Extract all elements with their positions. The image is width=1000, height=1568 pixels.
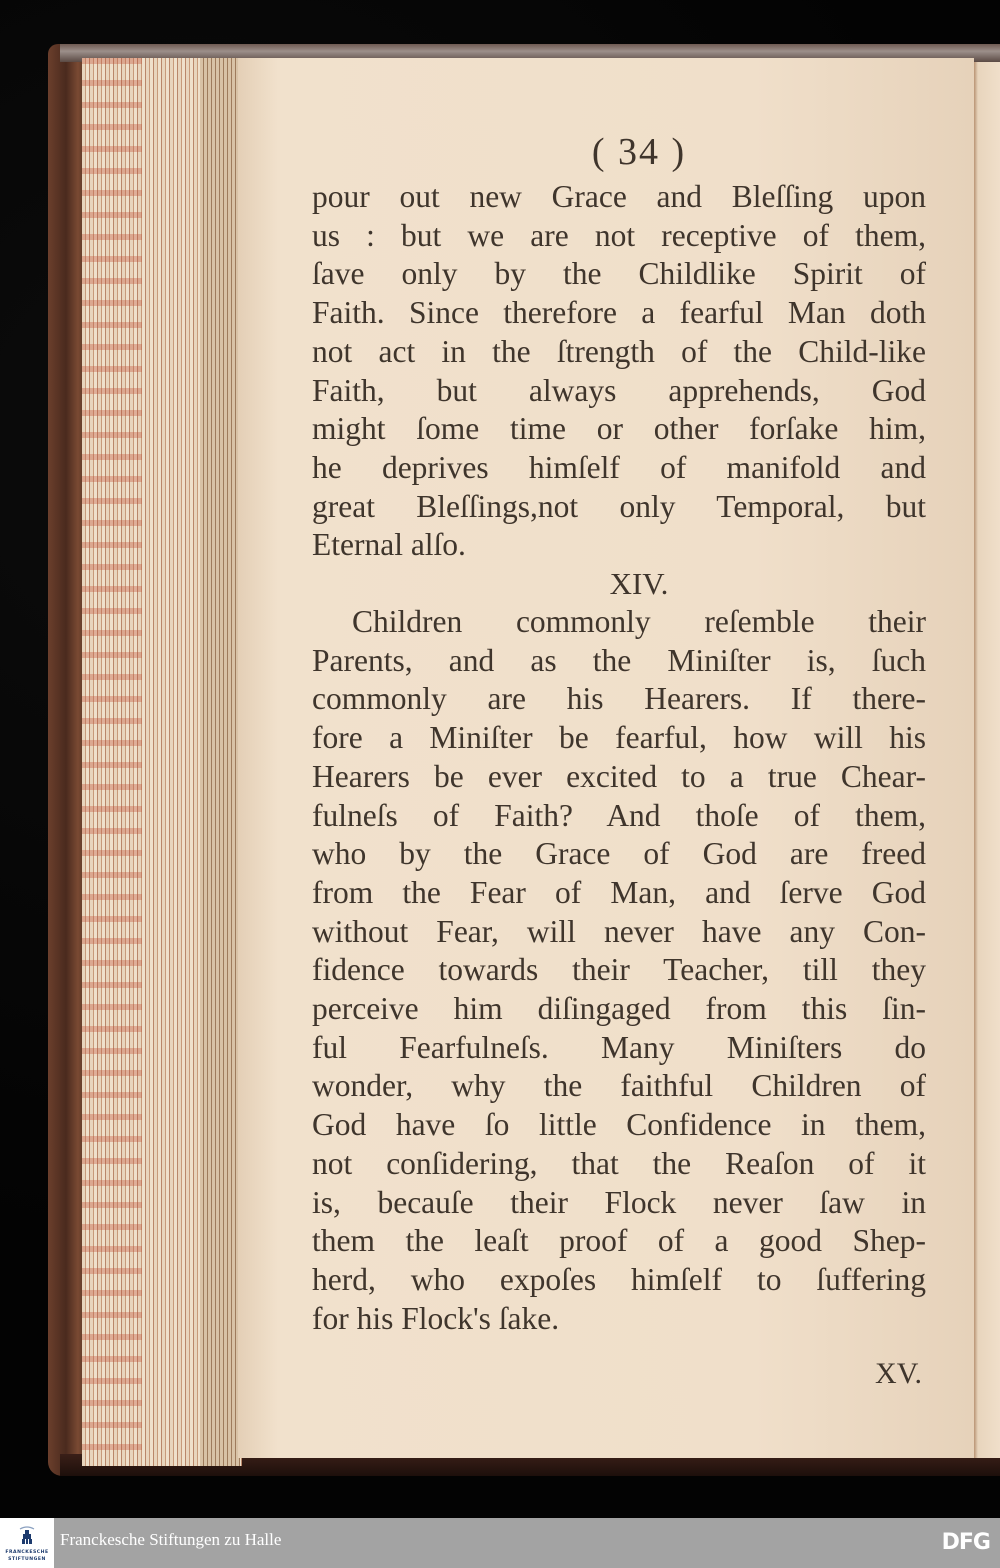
- text-line: commonly are his Hearers. If there-: [312, 681, 926, 717]
- red-edge-staining: [82, 58, 142, 1458]
- text-line: fulneſs of Faith? And thoſe of them,: [312, 797, 926, 833]
- text-line: herd, who expoſes himſelf to ſuffering: [312, 1261, 926, 1297]
- text-line: Faith, but always apprehends, God: [312, 372, 926, 408]
- text-line: Children commonly reſemble their: [352, 604, 926, 640]
- text-line: fore a Miniſter be fearful, how will his: [312, 720, 926, 756]
- facing-page-edge: [974, 62, 1000, 1458]
- text-line: Parents, and as the Miniſter is, ſuch: [312, 642, 926, 678]
- text-line: he deprives himſelf of manifold and: [312, 449, 926, 485]
- text-line: not conſidering, that the Reaſon of it: [312, 1145, 926, 1181]
- text-line: us : but we are not receptive of them,: [312, 217, 926, 253]
- text-line: wonder, why the faithful Children of: [312, 1068, 926, 1104]
- text-line: pour out new Grace and Bleſſing upon: [312, 179, 926, 214]
- text-line: not act in the ſtrength of the Child-like: [312, 333, 926, 369]
- paragraph-section-xiv: [312, 603, 926, 1338]
- section-heading: XIV.: [609, 566, 669, 602]
- text-line: Faith. Since therefore a fearful Man doth: [312, 295, 926, 331]
- text-line: Eternal alſo.: [312, 527, 466, 563]
- viewer-footer: [0, 1518, 1000, 1568]
- paragraph-continued: [312, 178, 926, 565]
- text-line: from the Fear of Man, and ſerve God: [312, 874, 926, 910]
- text-line: perceive him diſingaged from this ſin-: [312, 991, 926, 1027]
- logo-text-line1: FRANCKESCHE: [5, 1550, 49, 1555]
- text-line: Hearers be ever excited to a true Chear-: [312, 758, 926, 794]
- text-line: God have ſo little Confidence in them,: [312, 1107, 926, 1143]
- text-line: for his Flock's ſake.: [312, 1300, 560, 1336]
- page-text: [312, 130, 926, 1394]
- institution-name[interactable]: Franckesche Stiftungen zu Halle: [60, 1530, 282, 1549]
- text-line: them the leaſt proof of a good Shep-: [312, 1223, 926, 1259]
- dfg-logo[interactable]: DFG: [941, 1530, 990, 1555]
- page-number: ( 34 ): [591, 131, 687, 173]
- text-line: ful Fearfulneſs. Many Miniſters do: [312, 1029, 926, 1065]
- catchword: XV.: [875, 1357, 922, 1391]
- text-line: ſave only by the Childlike Spirit of: [312, 256, 926, 292]
- text-line: fidence towards their Teacher, till they: [312, 952, 926, 988]
- statue-figure-icon: [18, 1526, 36, 1544]
- page-edges-gutter: [200, 58, 240, 1466]
- text-line: without Fear, will never have any Con-: [312, 913, 926, 949]
- text-line: might ſome time or other forſake him,: [312, 411, 926, 447]
- text-line: who by the Grace of God are freed: [312, 836, 926, 872]
- logo-text-line2: STIFTUNGEN: [8, 1557, 46, 1562]
- text-line: great Bleſſings,not only Temporal, but: [312, 488, 926, 524]
- text-line: is, becauſe their Flock never ſaw in: [312, 1184, 926, 1220]
- franckesche-stiftungen-logo[interactable]: [0, 1518, 54, 1568]
